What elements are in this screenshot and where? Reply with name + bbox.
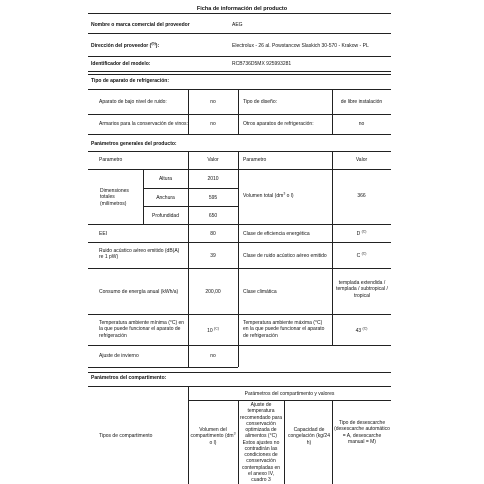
noise-value: 39 xyxy=(210,253,216,259)
supplier-address-value: Electrolux - 26 al. Powstancow Slaskich 30-570 - Krakow - PL xyxy=(232,43,369,49)
other-appliances-label: Otros aparatos de refrigeración: xyxy=(243,121,314,127)
supplier-name-label: Nombre o marca comercial del proveedor xyxy=(91,22,190,28)
col-value-header-2: Valor xyxy=(355,157,368,163)
appliance-type-heading: Tipo de aparato de refrigeración: xyxy=(91,78,169,84)
height-value: 2010 xyxy=(207,176,219,182)
width-label: Anchura xyxy=(156,195,175,201)
max-temperature-value: 43 $^{(C)}$ xyxy=(355,326,368,334)
recommended-temperature-header: Ajuste de temperatura recomendado para conservación optimizada de alimentos (°C) Estos ajustes no contradirán las condiciones de conservación contempladas en el anexo IV, cuadro 3 xyxy=(240,402,282,483)
depth-value: 650 xyxy=(208,213,218,219)
model-identifier-label: Identificador del modelo: xyxy=(91,61,151,67)
width-value: 595 xyxy=(208,195,218,201)
noise-class-label: Clase de ruido acústico aéreo emitido xyxy=(243,253,327,259)
compartment-group-header: Parámetros del compartimento y valores xyxy=(244,391,335,397)
col-value-header: Valor xyxy=(207,157,219,163)
model-identifier-value: RCB736D5MX 925993281 xyxy=(232,61,292,67)
climate-class-label: Clase climática xyxy=(243,289,277,295)
defrost-type-header: Tipo de desescarche (desescarche automático = A, desescarche manual = M) xyxy=(334,420,390,445)
compartment-parameters-heading: Parámetros del compartimento: xyxy=(91,375,167,381)
annual-energy-value: 200,00 xyxy=(205,289,221,295)
annual-energy-label: Consumo de energía anual (kWh/a) xyxy=(99,289,179,295)
low-noise-label: Aparato de bajo nivel de ruido: xyxy=(99,99,167,105)
total-volume-label: Volumen total ($dm^3$ o l) xyxy=(243,191,294,199)
col-parameter-header-2: Parametro xyxy=(243,157,267,163)
min-temperature-label: Temperatura ambiente mínima (°C) en la que puede funcionar el aparato de refrigeración xyxy=(99,320,185,339)
supplier-address-label: Dirección del proveedor ($^{(b)}$): xyxy=(91,41,160,49)
low-noise-value: no xyxy=(210,99,216,105)
winter-setting-value: no xyxy=(210,353,216,359)
winter-setting-label: Ajuste de invierno xyxy=(99,353,139,359)
freezing-capacity-header: Capacidad de congelación (kg/24 h) xyxy=(288,427,330,446)
col-parameter-header: Parametro xyxy=(99,157,123,163)
climate-class-value: templada extendida / templada / subtropical / tropical xyxy=(336,280,388,299)
max-temperature-label: Temperatura ambiente máxima (°C) en la que puede funcionar el aparato de refrigeración xyxy=(243,320,325,339)
noise-label: Ruido acústico aéreo emitido (dB(A) re 1 pW) xyxy=(99,248,180,261)
other-appliances-value: no xyxy=(358,121,365,127)
eei-label: EEI xyxy=(99,231,108,237)
compartment-volume-header: Volumen del compartimento ($dm^3$ o l) xyxy=(190,427,236,446)
energy-class-label: Clase de eficiencia energética xyxy=(243,231,310,237)
energy-class-value: D $^{(C)}$ xyxy=(356,229,367,237)
dimensions-label: Dimensiones totales (milímetros) xyxy=(100,188,129,207)
compartment-types-label: Tipos de compartimento xyxy=(99,433,153,439)
eei-value: 80 xyxy=(210,231,216,237)
wine-storage-value: no xyxy=(210,121,216,127)
design-type-value: de libre instalación xyxy=(340,99,383,105)
supplier-name-value: AEG xyxy=(232,22,243,28)
design-type-label: Tipo de diseño: xyxy=(243,99,278,105)
noise-class-value: C $^{(C)}$ xyxy=(356,251,367,259)
wine-storage-label: Armarios para la conservación de vinos: xyxy=(99,121,188,127)
depth-label: Profundidad xyxy=(152,213,179,219)
sheet-title: Ficha de información del producto xyxy=(196,6,288,12)
general-parameters-heading: Parámetros generales del producto: xyxy=(91,141,177,147)
min-temperature-value: 10 $^{(C)}$ xyxy=(207,326,219,334)
height-label: Altura xyxy=(158,176,173,182)
total-volume-value: 366 xyxy=(357,193,366,199)
